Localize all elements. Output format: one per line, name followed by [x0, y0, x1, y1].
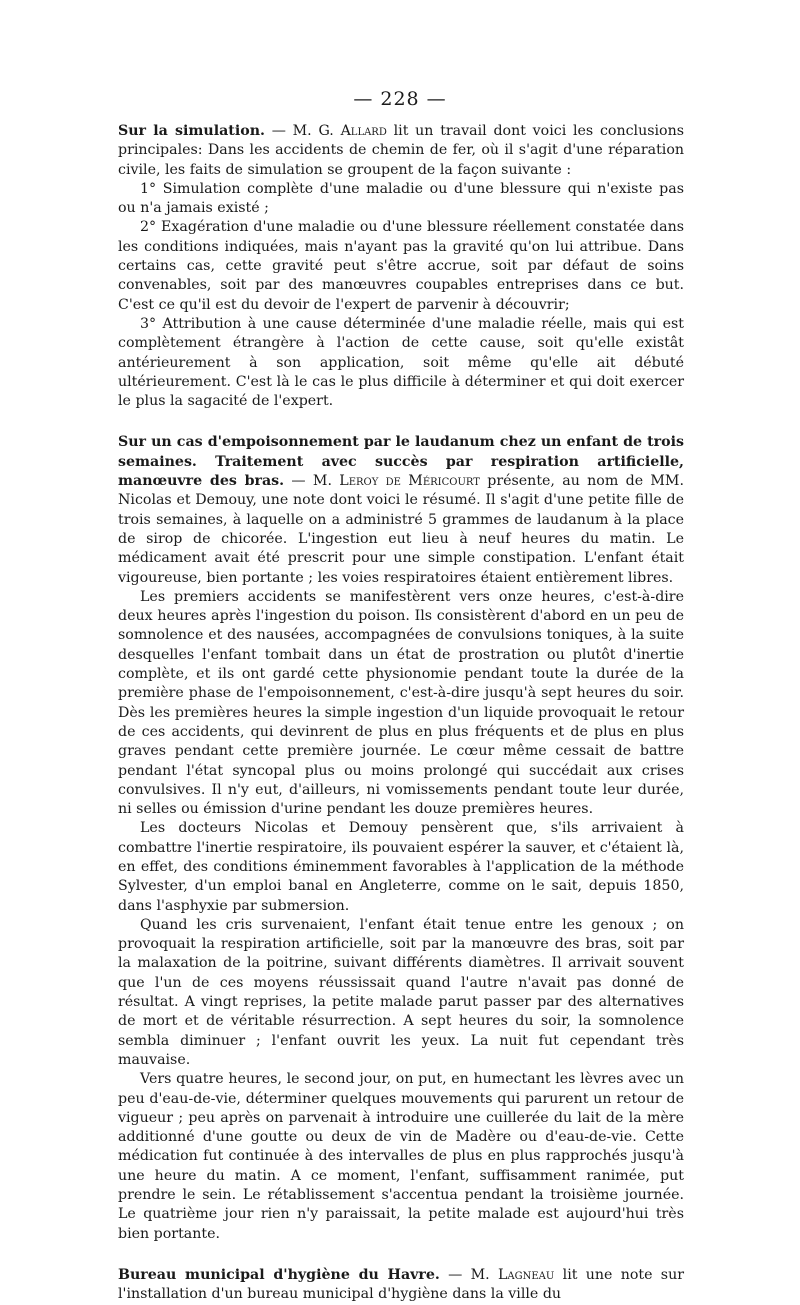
paragraph: Les docteurs Nicolas et Demouy pensèrent que, s'ils arrivaient à combattre l'inertie respiratoire, ils pouvaient espérer la sauver, et c'étaient là, en effet, des conditions éminemment favorables à l'application de la méthode Sylvester, d'un emploi banal en Angleterre, comme on le sait, depuis 1850, dans l'asphyxie par submersion. [118, 820, 684, 914]
paragraph: Vers quatre heures, le second jour, on put, en humectant les lèvres avec un peu d'eau-de-vie, déterminer quelques mouvements qui parurent un retour de vigueur ; peu après on parvenait à introduire une cuillerée du lait de la mère additionné d'une goutte ou deux de vin de Madère ou d'eau-de-vie. Cette médication fut continuée à des intervalles de plus en plus rapprochés jusqu'à une heure du matin. A ce moment, l'enfant, suffisamment ranimée, put prendre le sein. Le rétablissement s'accentua pendant la troisième journée. Le quatrième jour rien n'y paraissait, la petite malade est aujourd'hui très bien portante. [118, 1071, 684, 1242]
author-name: Allard [340, 123, 387, 139]
list-item: 2° Exagération d'une maladie ou d'une blessure réellement constatée dans les conditions indiquées, mais n'ayant pas la gravité qu'on lui attribue. Dans certains cas, cette gravité peut s'être accrue, soit par défaut de soins convenables, soit par des manœuvres coupables entreprises dans ce but. C'est ce qu'il est du devoir de l'expert de parvenir à découvrir; [118, 219, 684, 313]
section-heading: Bureau municipal d'hygiène du Havre. [118, 1266, 440, 1283]
page-content [118, 122, 684, 1305]
section-laudanum-intro: Sur un cas d'empoisonnement par le laudanum chez un enfant de trois semaines. Traitement avec succès par respiration artificielle, manœuvre des bras. — M. Leroy de Méricourt présente, au nom de MM. Nicolas et Demouy, une note dont voici le résumé. Il s'agit d'une petite fille de trois semaines, à laquelle on a administré 5 grammes de laudanum à la place de sirop de chicorée. L'ingestion eut lieu à neuf heures du matin. Le médicament avait été prescrit pour une simple constipation. L'enfant était vigoureuse, bien portante ; les voies respiratoires étaient entièrement libres. [118, 434, 684, 586]
author-name: Lagneau [498, 1266, 555, 1283]
section-heading: Sur la simulation. [118, 123, 265, 139]
section-heading: Sur un cas d'empoisonnement par le laudanum chez un enfant de trois semaines. Traitement avec succès par respiration artificielle, manœuvre des bras. [118, 434, 684, 490]
paragraph: Les premiers accidents se manifestèrent vers onze heures, c'est-à-dire deux heures après l'ingestion du poison. Ils consistèrent d'abord en un peu de somnolence et des nausées, accompagnées de convulsions toniques, à la suite desquelles l'enfant tombait dans un état de prostration ou plutôt d'inertie complète, et ils ont gardé cette physionomie pendant toute la durée de la première phase de l'empoisonnement, c'est-à-dire jusqu'à sept heures du soir. Dès les premières heures la simple ingestion d'un liquide provoquait le retour de ces accidents, qui devinrent de plus en plus fréquents et de plus en plus graves pendant cette première journée. Le cœur même cessait de battre pendant l'état syncopal plus ou moins prolongé qui succédait aux crises convulsives. Il n'y eut, d'ailleurs, ni vomissements pendant toute leur durée, ni selles ou émission d'urine pendant les douze premières heures. [118, 588, 684, 818]
author-name: Leroy de Méricourt [339, 473, 480, 490]
section-havre-intro: Bureau municipal d'hygiène du Havre. — M. Lagneau lit une note sur l'installation d'un bureau municipal d'hygiène dans la ville du [118, 1266, 684, 1303]
list-item: 1° Simulation complète d'une maladie ou d'une blessure qui n'existe pas ou n'a jamais existé ; [118, 180, 684, 217]
section-simulation-intro: Sur la simulation. — M. G. Allard lit un travail dont voici les conclusions principales: Dans les accidents de chemin de fer, où il s'agit d'une réparation civile, les faits de simulation se groupent de la façon suivante : [118, 123, 684, 178]
page-number: — 228 — [353, 88, 447, 110]
paragraph: Quand les cris survenaient, l'enfant était tenue entre les genoux ; on provoquait la respiration artificielle, soit par la manœuvre des bras, soit par la malaxation de la poitrine, suivant différents diamètres. Il arrivait souvent que l'un de ces moyens réussissait quand l'autre n'avait pas donné de résultat. A vingt reprises, la petite malade parut passer par des alternatives de mort et de véritable résurrection. A sept heures du soir, la somnolence sembla diminuer ; l'enfant ouvrit les yeux. La nuit fut cependant très mauvaise. [118, 916, 684, 1068]
list-item: 3° Attribution à une cause déterminée d'une maladie réelle, mais qui est complètement étrangère à l'action de cette cause, soit qu'elle existât antérieurement à son application, soit même qu'elle ait débuté ultérieurement. C'est là le cas le plus difficile à déterminer et qui doit exercer le plus la sagacité de l'expert. [118, 315, 684, 410]
